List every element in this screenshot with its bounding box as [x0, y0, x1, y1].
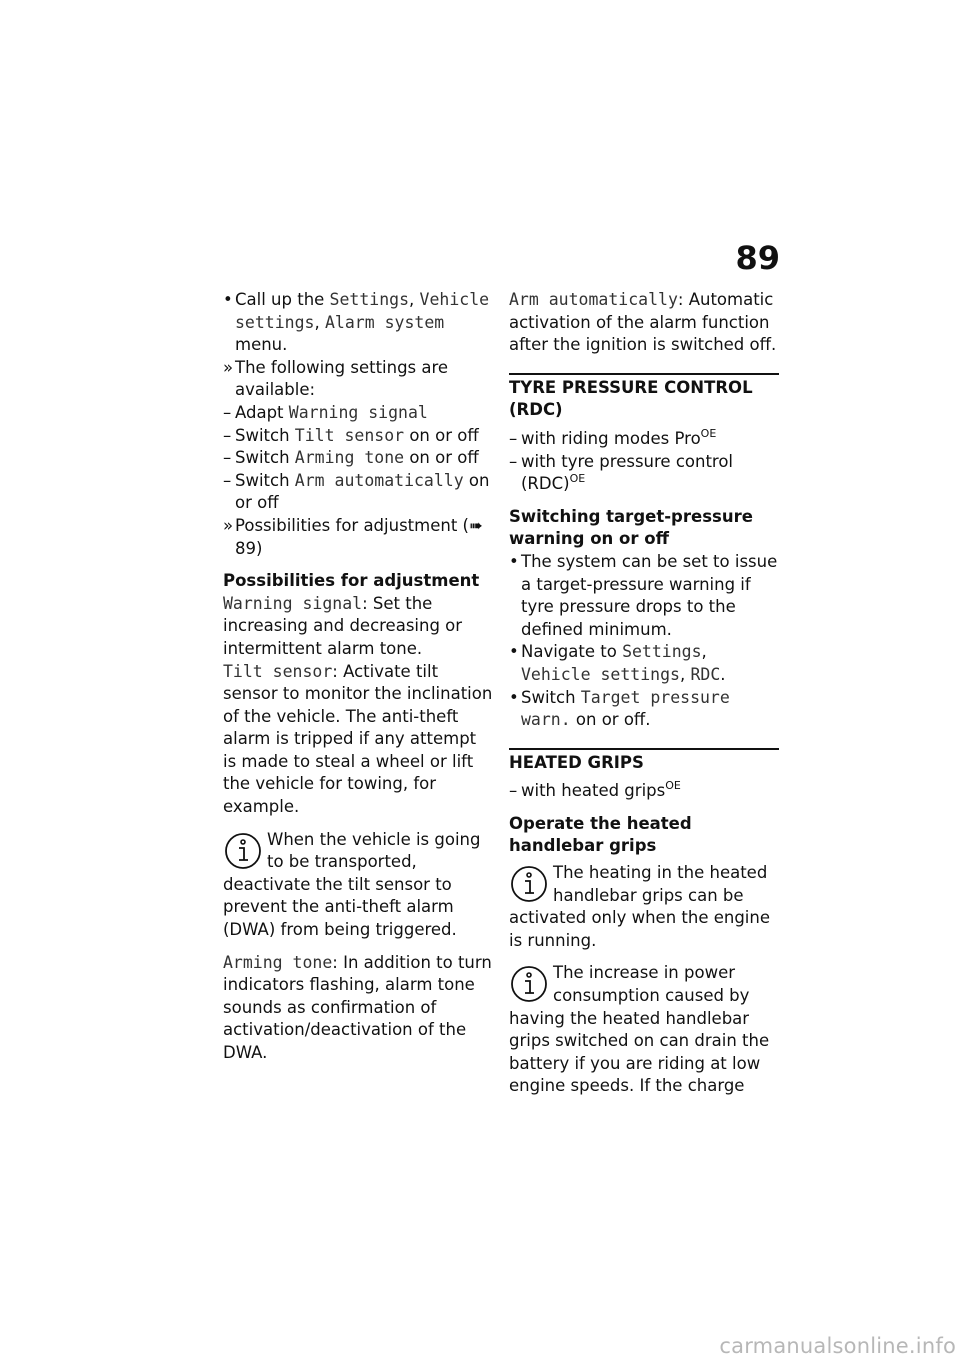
- text: ,: [701, 642, 707, 662]
- text: on or off: [404, 425, 479, 445]
- tyre-step-navigate: [509, 641, 779, 686]
- bullet-dash: –: [509, 781, 518, 801]
- bullet-dot: •: [509, 642, 519, 662]
- menu-name-warning-signal: Warning signal: [223, 593, 363, 613]
- option-switch-arming-tone: [223, 447, 493, 470]
- text: on or off: [404, 448, 479, 468]
- menu-name-arming-tone: Arming tone: [294, 448, 405, 468]
- page-number: 89: [735, 239, 780, 277]
- text: ,: [679, 664, 691, 684]
- optional-equipment-mark: OE: [700, 426, 717, 440]
- optional-equipment-mark: OE: [569, 472, 586, 486]
- step-call-up-menu: [223, 289, 493, 357]
- text: menu.: [235, 335, 288, 355]
- text: with riding modes Pro: [521, 428, 701, 448]
- tyre-step-system-info: [509, 551, 779, 641]
- bullet-dot: •: [509, 551, 519, 571]
- bullet-dash: –: [223, 425, 232, 445]
- page-reference-arrow-icon: ➠: [468, 515, 483, 535]
- text: Navigate to: [521, 642, 623, 662]
- page-reference-link[interactable]: 89): [235, 538, 263, 558]
- arm-automatically-description: [509, 289, 779, 357]
- bullet-dash: –: [509, 451, 518, 471]
- tyre-condition-rdc: [509, 451, 779, 496]
- left-column: [223, 289, 493, 1065]
- arming-tone-description: [223, 952, 493, 1065]
- menu-name-vehicle-settings: Vehicle settings: [521, 664, 680, 684]
- text: Possibilities for adjustment (: [235, 515, 469, 535]
- text: ,: [409, 290, 420, 309]
- bullet-dash: –: [223, 402, 232, 422]
- possibilities-heading: Possibilities for adjustment: [223, 571, 480, 591]
- warning-signal-description: [223, 593, 493, 661]
- text: with heated grips: [521, 781, 666, 801]
- text: Switch: [235, 470, 295, 490]
- bullet-dot: •: [223, 290, 233, 309]
- text: .: [720, 664, 726, 684]
- text: : In addition to turn indicators flashing, alarm tone sounds as confirmation of activation/deactivation of the DWA.: [223, 952, 492, 1062]
- grips-condition: [509, 780, 779, 803]
- tilt-sensor-description: [223, 661, 493, 819]
- bullet-dash: –: [223, 470, 232, 490]
- result-possibilities-reference: [223, 515, 493, 560]
- text: : Set the increasing and decreasing or intermittent alarm tone.: [223, 593, 463, 658]
- info-icon: [509, 964, 549, 1004]
- menu-name-rdc: RDC: [690, 664, 721, 684]
- note-text: The heating in the heated handlebar grips can be activated only when the engine is running.: [509, 863, 771, 950]
- menu-name-arming-tone: Arming tone: [223, 952, 333, 972]
- text: ,: [314, 312, 325, 332]
- option-switch-arm-automatically: [223, 470, 493, 515]
- menu-name-alarm-system: Alarm system: [324, 312, 445, 332]
- heated-grips-heading: HEATED GRIPS: [509, 748, 779, 775]
- menu-name-settings: Settings: [329, 290, 410, 309]
- note-engine-running: [509, 862, 779, 952]
- text: on or off.: [570, 710, 651, 730]
- menu-name-settings: Settings: [622, 642, 702, 662]
- menu-name-arm-automatically: Arm automatically: [294, 470, 464, 490]
- text: The following settings are available:: [235, 357, 449, 400]
- bullet-result: »: [223, 357, 234, 377]
- menu-name-vehicle-settings: Vehicle settings: [235, 290, 490, 332]
- menu-name-target-pressure-warn: Target pressure warn.: [521, 687, 730, 730]
- right-column: [509, 289, 779, 1098]
- footer-watermark: carmanualsonline.info: [719, 1334, 956, 1358]
- option-adapt-warning-signal: [223, 402, 493, 425]
- text: Switch: [235, 425, 295, 445]
- text: Switch: [521, 687, 581, 707]
- bullet-result: »: [223, 515, 234, 535]
- note-text: The increase in power consumption caused by having the heated handlebar grips switched on can drain the battery if you are riding at low engine speeds. If the charge: [509, 963, 770, 1096]
- note-transport: [223, 829, 493, 942]
- switching-target-pressure-heading: Switching target-pressure warning on or off: [509, 506, 753, 549]
- text: Call up the: [235, 290, 330, 309]
- text: Switch: [235, 448, 295, 468]
- tyre-condition-riding-modes: [509, 428, 779, 451]
- text: with tyre pressure control (RDC): [521, 451, 734, 494]
- bullet-dash: –: [509, 428, 518, 448]
- result-following-settings: [223, 357, 493, 402]
- text: : Activate tilt sensor to monitor the inclination of the vehicle. The anti-theft alarm is tripped if any attempt is made to steal a wheel or lift the vehicle for towing, for example.: [223, 661, 493, 817]
- tyre-step-switch-warning: [509, 687, 779, 732]
- operate-heated-grips-heading: Operate the heated handlebar grips: [509, 813, 692, 856]
- menu-name-warning-signal: Warning signal: [288, 402, 428, 422]
- info-icon: [509, 864, 549, 904]
- bullet-dash: –: [223, 448, 232, 468]
- text: on or off: [235, 470, 490, 513]
- note-power-consumption: [509, 962, 779, 1098]
- tyre-pressure-heading: TYRE PRESSURE CONTROL (RDC): [509, 373, 779, 422]
- option-switch-tilt-sensor: [223, 425, 493, 448]
- menu-name-arm-automatically: Arm automatically: [509, 290, 678, 309]
- menu-name-tilt-sensor: Tilt sensor: [223, 661, 333, 681]
- info-icon: [223, 831, 263, 871]
- bullet-dot: •: [509, 687, 519, 707]
- text: The system can be set to issue a target-pressure warning if tyre pressure drops to the defined minimum.: [521, 551, 778, 639]
- text: : Automatic activation of the alarm function after the ignition is switched off.: [509, 290, 777, 355]
- text: Adapt: [235, 402, 289, 422]
- optional-equipment-mark: OE: [665, 779, 681, 793]
- note-text: When the vehicle is going to be transported, deactivate the tilt sensor to prevent the anti-theft alarm (DWA) from being triggered.: [223, 829, 481, 940]
- menu-name-tilt-sensor: Tilt sensor: [294, 425, 405, 445]
